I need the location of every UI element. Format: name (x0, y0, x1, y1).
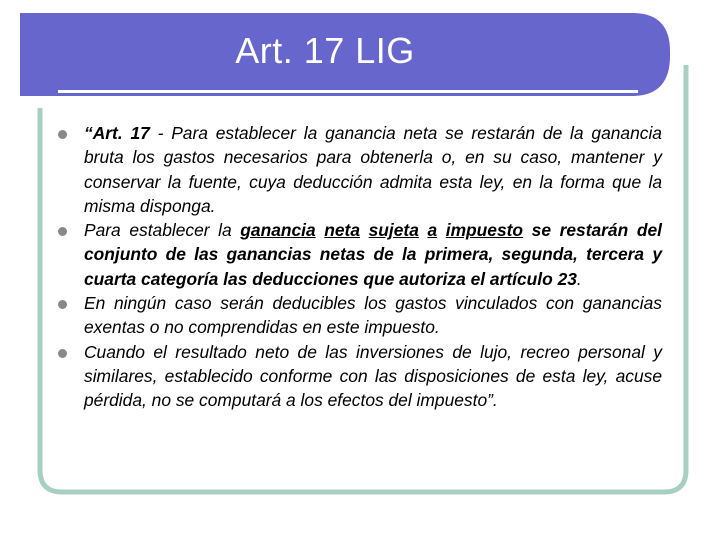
bullet-text-segment: sujeta (368, 220, 419, 241)
bullet-dot-icon (58, 349, 67, 358)
bullet-item (56, 121, 662, 218)
bullet-text-segment: “Art. 17 (84, 123, 150, 143)
bullet-text-segment: impuesto (445, 220, 524, 241)
bullet-text-segment: Para establecer la (84, 220, 241, 241)
bullet-item (56, 291, 662, 340)
bullet-dot-icon (58, 300, 67, 309)
bullet-text-segment (437, 220, 446, 240)
bullet-dot-icon (58, 130, 67, 139)
bullet-text-segment: neta (324, 220, 361, 241)
bullet-text-segment (360, 220, 369, 240)
bullet-text-segment: - Para establecer la ganancia neta se restarán de la ganancia bruta los gastos necesarios para obtenerla o, en su caso, mantener y conservar la fuente, cuya deducción admita esta ley, en la forma que la misma disponga. (84, 123, 662, 216)
bullet-list (56, 121, 662, 413)
title-underline (58, 90, 638, 93)
bullet-item (56, 218, 662, 291)
slide-content (56, 121, 662, 413)
bullet-text-segment: se restarán del conjunto de las ganancias netas de la primera, segunda, tercera y cuarta categoría las deducciones que autoriza el artículo 23 (84, 220, 662, 289)
bullet-text-segment (316, 220, 325, 240)
slide-title: Art. 17 LIG (235, 30, 415, 71)
bullet-text-segment: Cuando el resultado neto de las inversiones de lujo, recreo personal y similares, establecido conforme con las disposiciones de esta ley, acuse pérdida, no se computará a los efectos del impuesto”. (84, 341, 662, 411)
bullet-text-segment: En ningún caso serán deducibles los gastos vinculados con ganancias exentas o no comprendidas en este impuesto. (84, 293, 662, 338)
bullet-dot-icon (58, 227, 67, 236)
bullet-text-segment: ganancia (240, 220, 316, 241)
bullet-text-segment: . (576, 268, 582, 289)
bullet-text-segment: a (427, 220, 438, 241)
bullet-item (56, 340, 662, 413)
